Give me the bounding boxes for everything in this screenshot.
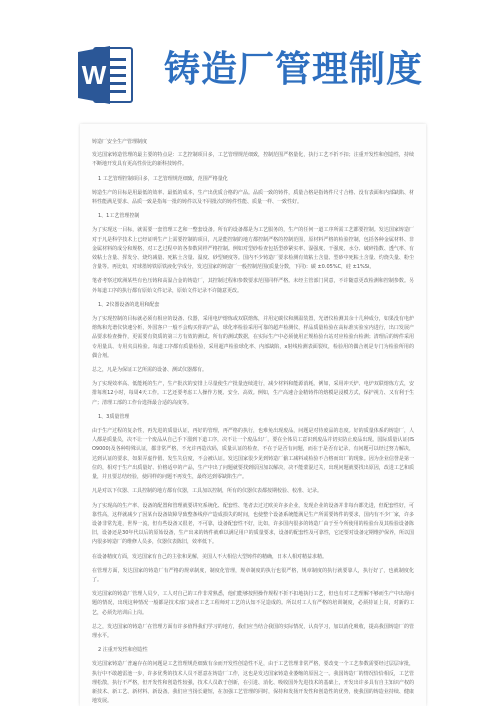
paragraph-innovation: 发达国家铸造厂普遍存在的问题是工艺管理规范细致有余而开发性创造性不足，由于工艺管理非常严格，要改变一个工艺参数需要经过层层审批，执行中不敢越雷池一步，许多优秀的技术人员不愿意在铸造厂工作，这也是发达国家铸造业萎缩的原因之一。我国铸造厂的情况恰恰相反，工艺管理松散，执行不严格，但开发性和创造性较强，技术人员敢于创新，在引进、消化、吸收国外先进技术的基础上，开发出许多具有自主知识产权的新技术、新工艺、新材料、新设备。我们应当扬长避短，在加强工艺管理的同时，保持和发扬开发性和创造性的优势，使我国的铸造业持续、健康地发展。 — [92, 661, 414, 705]
paragraph-summary-equipment: 总之，凡是为保证工艺所需的设备、测试仪器都有。 — [92, 367, 208, 374]
paragraph-equipment: 为了实现控制的目标就必须有相应的设备、仪器，采用电炉熔炼或双联熔炼，并用定碳仪和测温装置，光谱仪检测其余十几种成分，如果没有电炉熔炼和光谱仪快速分析，外国客户一般不会购买你的产品，球化率检验采用可靠的超声检测仪，样品质量检验在高标准实验室内进行，出口发展产品要求检查操作，更需要有资质的第三方有效的测试。所有的测试数据，在实际生产中必须使用正规检验台站对应检验台检测；清理后的铸件采用专用量具、专用夹具检验。每道工序都有质量检验，采用超声检验球化率、内部缺陷，x射线检测表面裂纹，检验用的偶合剂是专门为检验所用的偶合剂。 — [92, 316, 414, 359]
document-page — [80, 124, 426, 706]
section-heading-2: 2 注重开发性和创造性 — [98, 647, 148, 654]
paragraph-process-control: 为了实现这一目标，就需要一套管理工艺和一整套设备。所有的设备都是为工艺服务的，生产的任何一道工序所需工艺都要控制。发达国家铸造厂对于凡是科学技术上已经证明生产上需要控制的项目，凡是能控制的地方都控制严格的控制范围，原材料严格的检验控制，包括各种金属材料、非金属材料的成分和规格，对工艺过程中的各参数同样严格控制。例如对型砂检查包括型砂紧实率、湿强度、干强度、水分、破碎指数、透气率、有效粘土含量、挥发分、烧灼减量、死粘土含量、温度、砂型硬度等。国内不少铸造厂要求检测有效粘土含量、型砂中死粘土含量、灼烧失量、粉尘含量等。再比如，对球墨铸铁原铁液化学成分，发达国家的铸造厂一般控制范围(质量分数，下同)：碳 ±0.05%C，硅 ±1%Si。 — [92, 227, 414, 271]
document-body — [92, 138, 414, 706]
page-title: 铸造厂管理制度 — [164, 49, 424, 90]
document-heading: 铸造厂安全生产管理制度 — [92, 139, 148, 145]
subsection-heading-1-1: 1、1工艺管理控制 — [98, 213, 140, 220]
section-heading-1: 1 工艺管理控制项目多，工艺管理规范细致，范围严格量化 — [98, 175, 228, 182]
paragraph-intro: 发达国家铸造管理的最主要的特点是：工艺控制项目多，工艺管理规范细致，控制范围严格量化，执行工艺不折不扣；注重开发性和创造性，持续不断地开发具有更高性价比的新科技铸件。 — [92, 152, 414, 168]
paragraph-workers: 发达国家的铸造厂管理人员少，工人对自己的工作非常熟悉，他们能够按照操作规程不折不扣地执行工艺，但也有对工艺理解不够而生产中出现问题的情况，出现这种情况一般都是技术部门或者工艺工程师对工艺的认知不足造成的。所以对工人有严格的培训制度，必须持证上岗，对新的工艺，必须先培训后上岗。 — [92, 591, 414, 616]
word-document-icon — [78, 44, 134, 106]
paragraph-europe: 笔者考察过欧洲某些有色压铸和高温合金的铸造厂，其控制过程和参数要求范围同样严格。未经主管部门同意，不许随意更改检测和控制参数。另外每道工序的执行都有原始文件记录，原始文件记录不许随意更改。 — [92, 278, 414, 294]
paragraph-quality: 由于生产过程的复杂性，再先进的质量认证，再好的管理，再严格的执行，也难免出现废品，问题是对待废品的态度。好的质量体系的铸造厂，人人都是质量员，决不让一个废品从自己手下溜到下道工序，决不让一个废品出厂，要在全体员工意识到废品并切实防止废品出现。国际质量认证(ISO9000)及各种特殊认证，都非常严格，不允许再造次码，质量认证的检查，不在于是否有问题，而在于是否有记录，有问题可以经过努力解决，达到认证的要求，如果弄虚作假、发生失信度，不会被认证。发达国家很少见到铸造厂偷工减料或检验不合格而出厂的现象。因为企业信誉是第一位的，相对于生产出质量好、价格适中的产品，生产中出了问题就要找到原因加以解决，决不能蒙混过关，出现问题就要找出原因，改进工艺和质量，并且要总结经验，使同样的问题不再发生，最终达到零缺陷生产。 — [92, 428, 414, 481]
page-header — [0, 0, 500, 122]
paragraph-precision: 在设备精度方面，发达国家有自己的主张和见解，美国人不大相信大型铸件的精确，日本人相对精益求精。 — [92, 553, 328, 560]
paragraph-efficiency: 为了实现效率高、低能耗的生产，生产批次的安排上尽量使生产批量连续进行，减少材料和能源消耗。例如，采用冲天炉、电炉双联熔炼方式，安排每班12小时，每周4天工作。工艺还要考虑工人操作方便、安全、高效。例如，生产高速合金精铸件的熔模是浸模方式，保护视力、又有利于生产；清理工部的工作台选择最合适的高度等。 — [92, 381, 414, 406]
paragraph-instruments: 凡是对以下仪器、工具控制的地方都有仪器，工具加以控制，所有的仪器仪表都按期校验、校准、记录。 — [92, 488, 323, 495]
subsection-heading-1-2: 1、2仪器设备的选用和配套 — [98, 301, 160, 308]
paragraph-management: 在管理方面，发达国家的铸造厂有严格的规章制度，制度化管理，规章制度的执行也很严格，规章制度的执行就要靠人，执行好了，也就制度化了。 — [92, 567, 414, 583]
word-logo-letter: W — [81, 60, 107, 90]
paragraph-goal: 铸造生产的目标是用最低的效率、最低的成本，生产出优质合格的产品。品质一致的铸件，质量合格是指铸件尺寸合格、没有表面和内部缺陷、材料性能满足要求、品质一致是指每一批的铸件以及不同批次的铸件性能、质量一样、一致性好。 — [92, 189, 414, 206]
paragraph-productivity: 为了实现高的生产率、设备的配置和管理就要讲究系统化、配套性、笔者去过过欧美许多企业，发现企业的设备并非每台都先进，但配套性好，可靠性高，这样就减少了因某台设备故障导致整条线停产造成损失的时间，也使整个设备系统能满足生产所需要铸件的要求，国内有不少厂家，许多设备非常先进，世界一流，但有些设备又很老，不可靠，设备配套性不好，比如，许多国内很多的铸造厂由于至今所使用的检验台及其检验设备陈旧，设备还是30年代以后的原始设备，生产出来的铸件就难以满足用户的质量要求，设备的配套性及可靠性，它还要对设备定期维护保养，所以国内很多铸造厂的维修人员多，仪器仪表陈旧，效率低下。 — [92, 502, 414, 546]
subsection-heading-1-3: 1、3质量管理 — [98, 413, 130, 420]
paragraph-conclusion: 总之，发达国家的铸造厂在管理方面有许多值得我们学习的地方，我们应当结合我国的实际情况，认真学习，加以消化吸收，提高我国铸造厂的管理水平。 — [92, 623, 414, 639]
